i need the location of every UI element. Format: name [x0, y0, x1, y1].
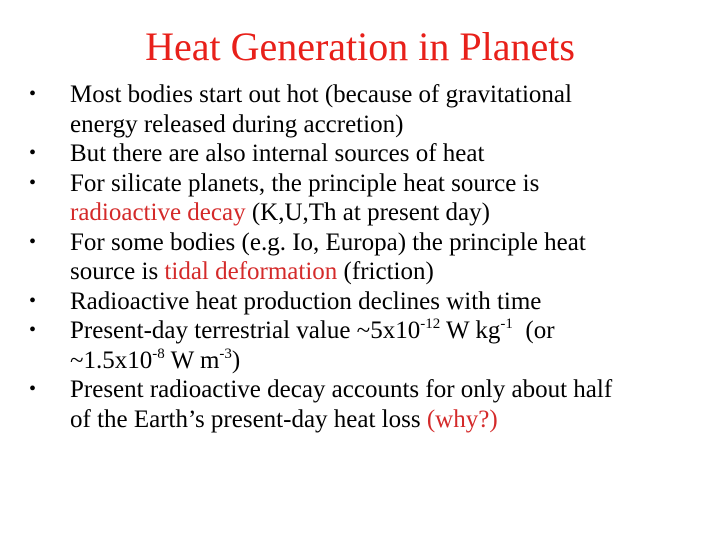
bullet-text: (friction) — [337, 258, 434, 285]
bullet-text: Radioactive heat production declines with time — [70, 287, 542, 315]
bullet-text: energy released during accretion) — [70, 110, 404, 138]
bullet-item-accretion — [0, 80, 690, 139]
slide-title: Heat Generation in Planets — [145, 24, 575, 69]
bullet-item-silicate-planets — [0, 169, 690, 228]
highlight-text: radioactive decay — [70, 199, 246, 226]
highlight-text: (why?) — [426, 405, 498, 433]
bullet-text: (or — [512, 317, 555, 344]
bullet-icon: • — [29, 171, 37, 194]
bullet-text: source is — [70, 258, 165, 285]
bullet-icon: • — [29, 378, 37, 400]
exponent: -1 — [500, 316, 513, 332]
exponent: -3 — [219, 345, 232, 362]
bullet-item-internal-sources — [0, 139, 690, 169]
bullet-text: Present radioactive decay accounts for only about half — [70, 376, 613, 403]
highlight-text: tidal deformation — [164, 258, 338, 285]
bullet-text: Most bodies start out hot (because of gravitational — [70, 81, 572, 108]
bullet-text: of the Earth’s present-day heat loss — [70, 405, 427, 433]
bullet-item-decline — [0, 287, 690, 317]
bullet-item-terrestrial-value — [0, 316, 690, 375]
bullet-text: ~1.5x10 — [70, 346, 153, 374]
bullet-item-tidal — [0, 228, 690, 287]
bullet-text: (K,U,Th at present day) — [245, 199, 490, 226]
bullet-text: Present-day terrestrial value ~5x10 — [70, 317, 421, 344]
bullet-icon: • — [29, 289, 37, 312]
exponent: -8 — [152, 345, 165, 362]
bullet-text: For some bodies (e.g. Io, Europa) the principle heat — [70, 228, 586, 256]
bullet-text: But there are also internal sources of heat — [70, 140, 485, 167]
bullet-text: W m — [164, 346, 220, 374]
bullet-icon: • — [29, 83, 37, 105]
bullet-list — [0, 80, 690, 434]
bullet-item-heat-loss — [0, 375, 690, 434]
bullet-icon: • — [29, 142, 37, 164]
exponent: -12 — [420, 316, 441, 332]
bullet-text: For silicate planets, the principle heat source is — [70, 169, 540, 197]
bullet-icon: • — [29, 319, 37, 341]
bullet-text: W kg — [440, 317, 501, 344]
bullet-text: ) — [231, 346, 241, 374]
bullet-icon: • — [29, 230, 37, 253]
